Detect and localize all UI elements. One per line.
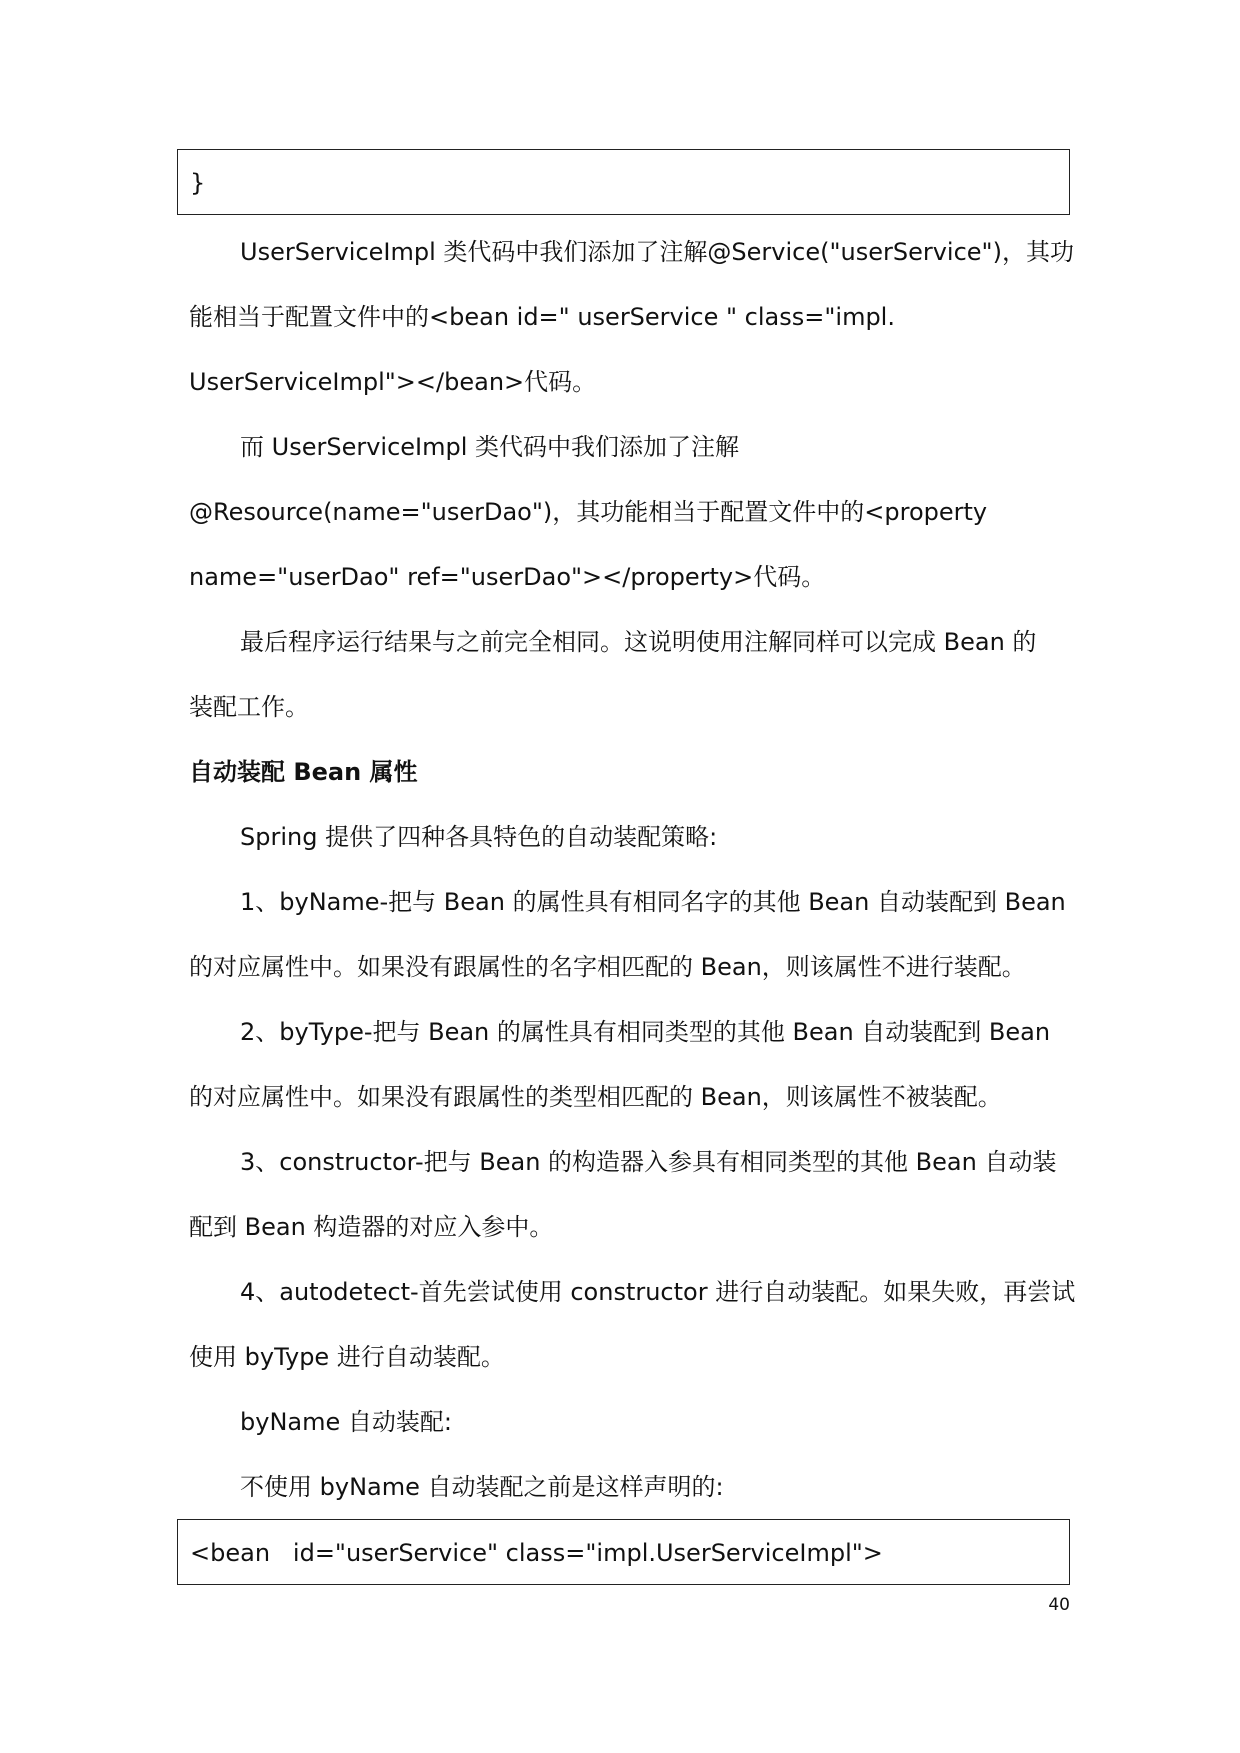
strategy-line: 的对应属性中。如果没有跟属性的名字相匹配的 Bean，则该属性不进行装配。 <box>189 953 1026 981</box>
code-block-bottom <box>177 1519 1070 1585</box>
intro-text: Spring 提供了四种各具特色的自动装配策略: <box>240 823 718 851</box>
byname-before-text: 不使用 byName 自动装配之前是这样声明的: <box>240 1473 724 1501</box>
page-number: 40 <box>1048 1595 1070 1615</box>
paragraph-line: UserServiceImpl 类代码中我们添加了注解@Service("userService")，其功 <box>240 238 1074 266</box>
paragraph-line: 而 UserServiceImpl 类代码中我们添加了注解 <box>240 433 740 461</box>
paragraph-line: name="userDao" ref="userDao"></property>代码。 <box>189 563 826 591</box>
strategy-line: 3、constructor-把与 Bean 的构造器入参具有相同类型的其他 Bean 自动装 <box>240 1148 1057 1176</box>
paragraph-line: UserServiceImpl"></bean>代码。 <box>189 368 597 396</box>
section-heading: 自动装配 Bean 属性 <box>189 758 418 786</box>
code-line: <bean id="userService" class="impl.UserServiceImpl"> <box>190 1539 883 1567</box>
strategy-line: 4、autodetect-首先尝试使用 constructor 进行自动装配。如果失败，再尝试 <box>240 1278 1076 1306</box>
strategy-line: 的对应属性中。如果没有跟属性的类型相匹配的 Bean，则该属性不被装配。 <box>189 1083 1002 1111</box>
paragraph-line: 最后程序运行结果与之前完全相同。这说明使用注解同样可以完成 Bean 的 <box>240 628 1037 656</box>
strategy-line: 2、byType-把与 Bean 的属性具有相同类型的其他 Bean 自动装配到 Bean <box>240 1018 1051 1046</box>
paragraph-line: 装配工作。 <box>189 693 309 721</box>
paragraph-line: 能相当于配置文件中的<bean id=" userService " class="impl. <box>189 303 895 331</box>
paragraph-line: @Resource(name="userDao")，其功能相当于配置文件中的<property <box>189 498 988 526</box>
code-block-top <box>177 149 1070 215</box>
byname-label: byName 自动装配: <box>240 1408 452 1436</box>
strategy-line: 配到 Bean 构造器的对应入参中。 <box>189 1213 554 1241</box>
code-line: } <box>190 169 206 197</box>
strategy-line: 使用 byType 进行自动装配。 <box>189 1343 505 1371</box>
strategy-line: 1、byName-把与 Bean 的属性具有相同名字的其他 Bean 自动装配到 Bean <box>240 888 1066 916</box>
